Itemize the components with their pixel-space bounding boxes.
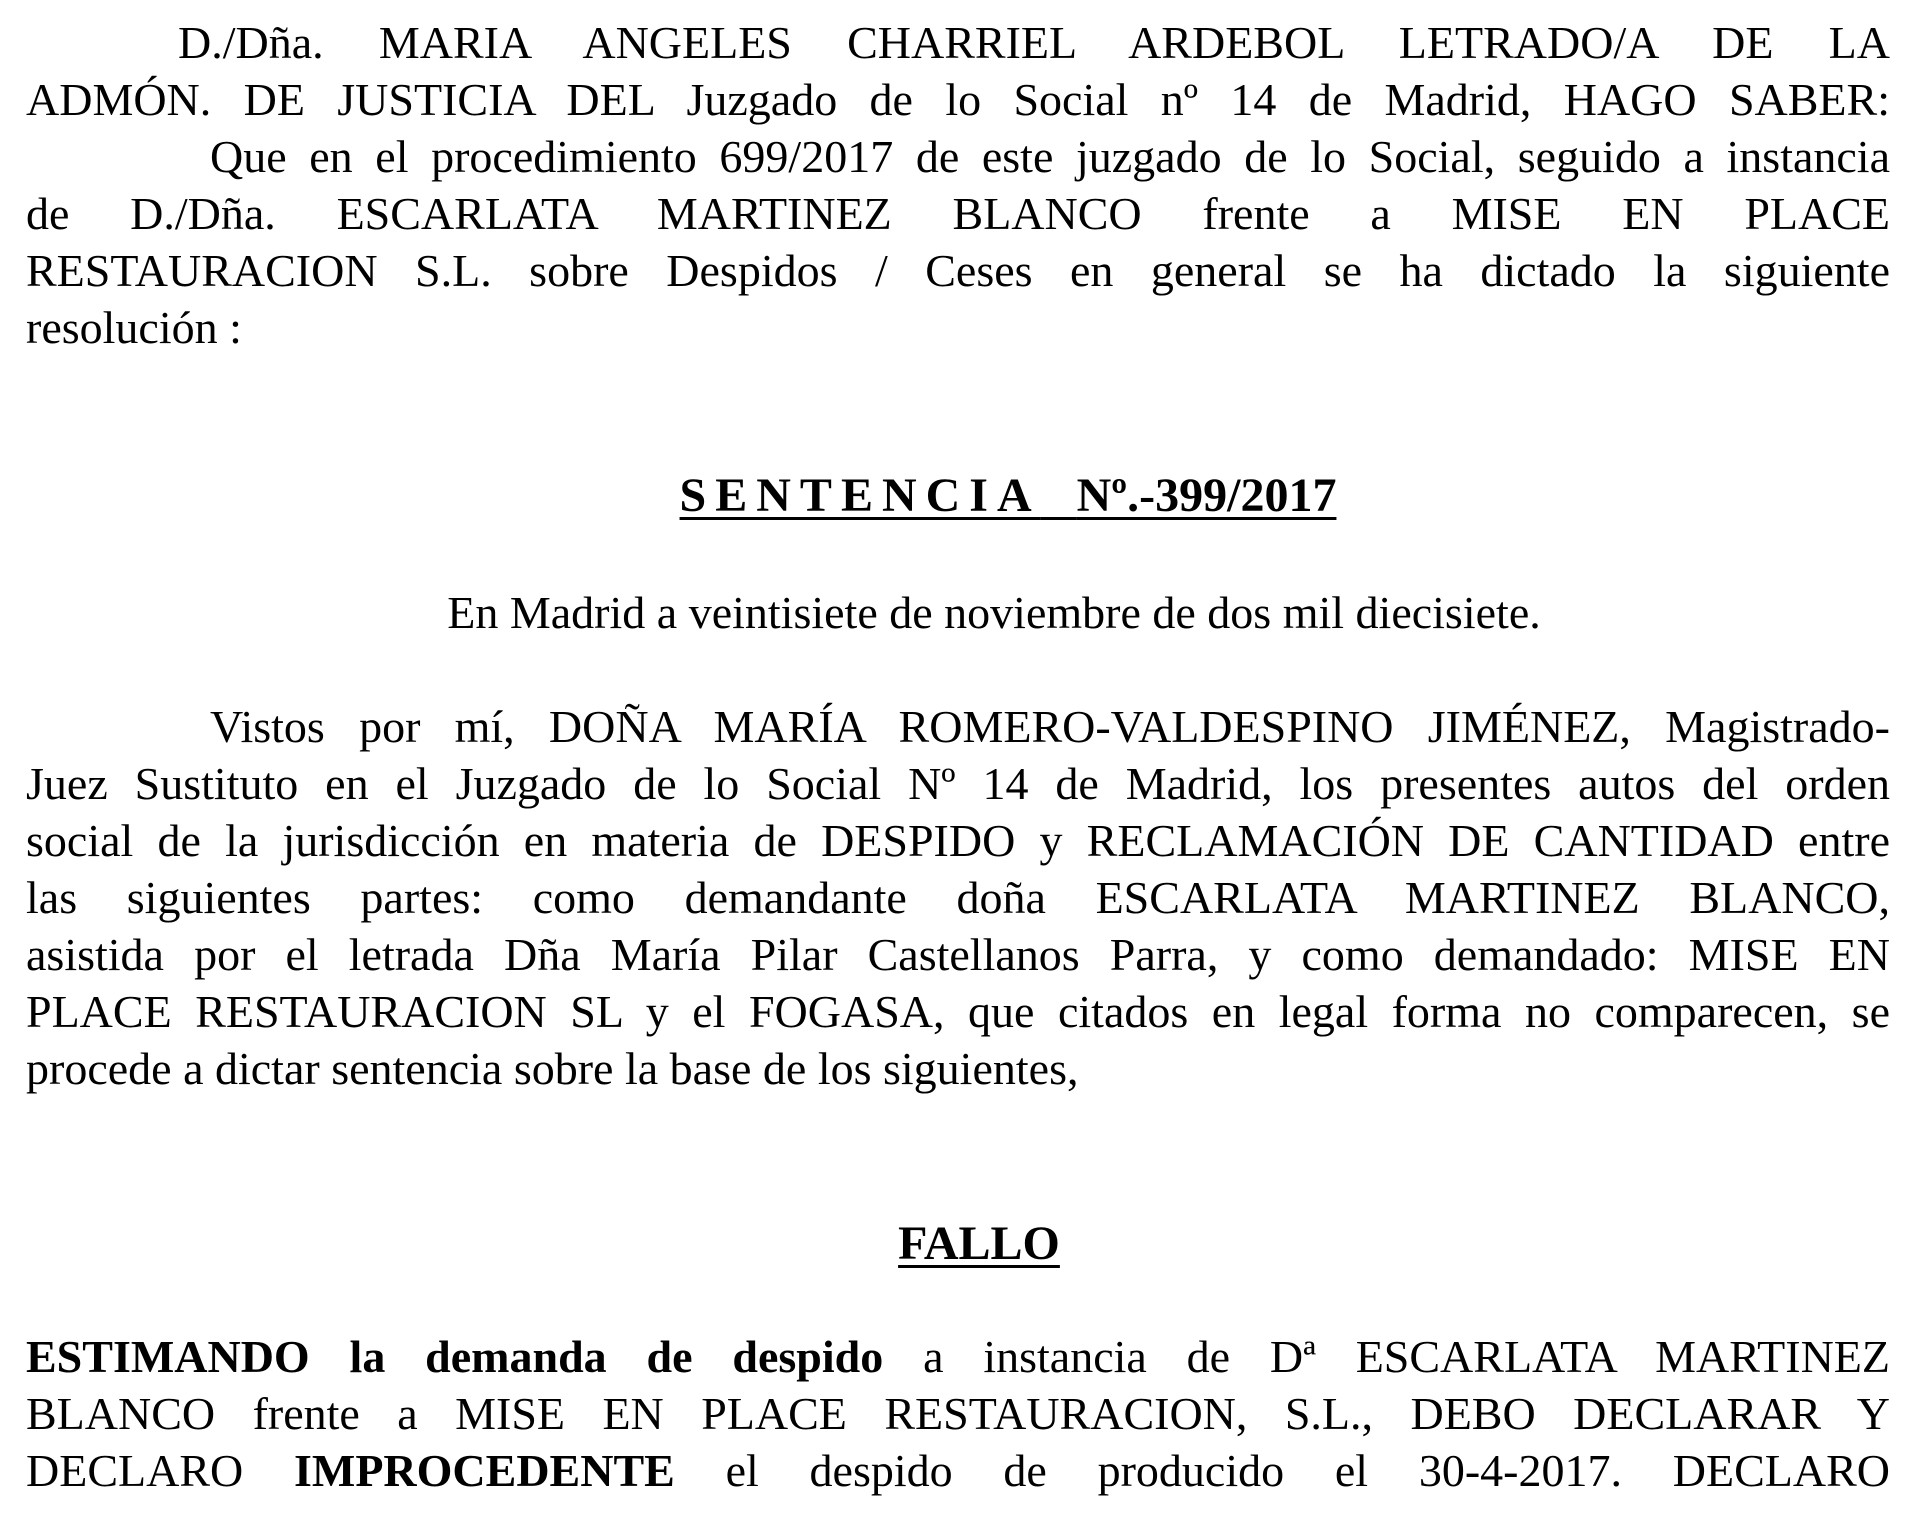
intro-line-1: D./Dña. MARIA ANGELES CHARRIEL ARDEBOL LETRADO/A DE LA bbox=[178, 17, 1890, 68]
procedure-paragraph bbox=[26, 128, 1890, 356]
sentencia-title: SENTENCIA bbox=[679, 469, 1041, 522]
fallo-paragraph bbox=[26, 1328, 1890, 1499]
intro-line-2: ADMÓN. DE JUSTICIA DEL Juzgado de lo Social nº 14 de Madrid, HAGO SABER: bbox=[26, 74, 1890, 125]
procedure-line-2: de D./Dña. ESCARLATA MARTINEZ BLANCO frente a MISE EN PLACE bbox=[26, 188, 1890, 239]
intro-paragraph bbox=[26, 14, 1890, 128]
fallo-line-1-rest: a instancia de Dª ESCARLATA MARTINEZ bbox=[883, 1331, 1890, 1382]
vistos-line-6: PLACE RESTAURACION SL y el FOGASA, que citados en legal forma no comparecen, se bbox=[26, 986, 1890, 1037]
fallo-estimando-bold: ESTIMANDO la demanda de despido bbox=[26, 1331, 884, 1382]
procedure-line-4: resolución : bbox=[26, 302, 242, 353]
fallo-improcedente-bold: IMPROCEDENTE bbox=[294, 1445, 675, 1496]
vistos-paragraph bbox=[26, 698, 1890, 1097]
sentencia-number: Nº.-399/2017 bbox=[1076, 469, 1337, 522]
vistos-line-7: procede a dictar sentencia sobre la base de los siguientes, bbox=[26, 1043, 1079, 1094]
date-line: En Madrid a veintisiete de noviembre de dos mil diecisiete. bbox=[447, 587, 1541, 638]
vistos-line-3: social de la jurisdicción en materia de DESPIDO y RECLAMACIÓN DE CANTIDAD entre bbox=[26, 815, 1890, 866]
fallo-line-3-pre: DECLARO bbox=[26, 1445, 294, 1496]
procedure-line-3: RESTAURACION S.L. sobre Despidos / Ceses en general se ha dictado la siguiente bbox=[26, 245, 1890, 296]
vistos-line-5: asistida por el letrada Dña María Pilar Castellanos Parra, y como demandado: MISE EN bbox=[26, 929, 1890, 980]
fallo-line-3-post: el despido de producido el 30-4-2017. DECLARO bbox=[674, 1445, 1890, 1496]
fallo-line-2: BLANCO frente a MISE EN PLACE RESTAURACION, S.L., DEBO DECLARAR Y bbox=[26, 1388, 1890, 1439]
vistos-line-2: Juez Sustituto en el Juzgado de lo Social Nº 14 de Madrid, los presentes autos del orden bbox=[26, 758, 1890, 809]
fallo-line-1 bbox=[26, 1328, 1890, 1385]
sentencia-heading bbox=[0, 468, 1908, 523]
procedure-line-1: Que en el procedimiento 699/2017 de este juzgado de lo Social, seguido a instancia bbox=[210, 131, 1890, 182]
vistos-line-1: Vistos por mí, DOÑA MARÍA ROMERO-VALDESPINO JIMÉNEZ, Magistrado- bbox=[210, 701, 1890, 752]
vistos-line-4: las siguientes partes: como demandante doña ESCARLATA MARTINEZ BLANCO, bbox=[26, 872, 1890, 923]
fallo-heading: FALLO bbox=[898, 1217, 1060, 1270]
fallo-line-3 bbox=[26, 1442, 1890, 1499]
